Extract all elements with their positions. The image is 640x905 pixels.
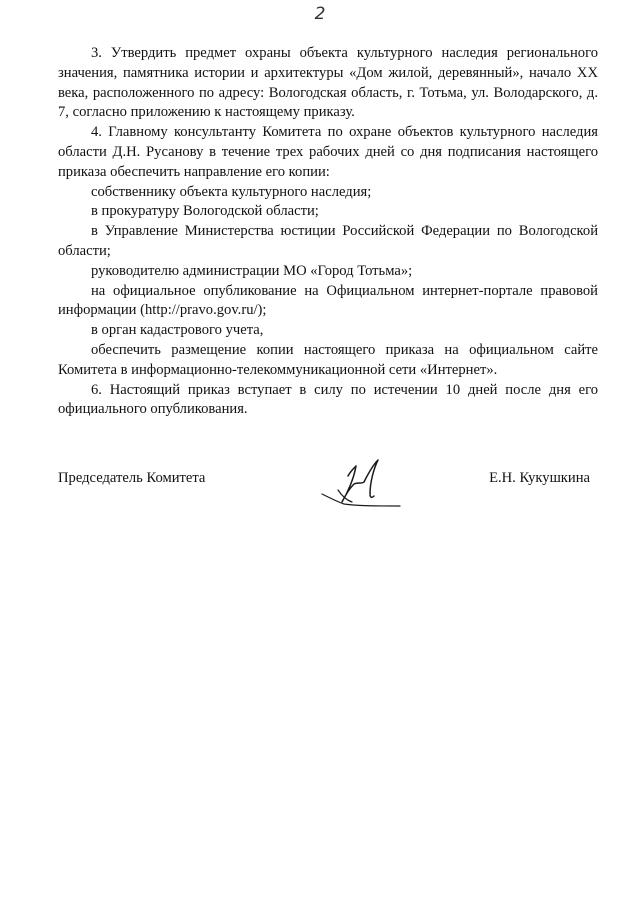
paragraph-item-4: 4. Главному консультанту Комитета по охране объектов культурного наследия области Д.Н. Русанову в течение трех рабочих дней со дня подписания настоящего приказа обеспечить направление его копии: — [58, 124, 598, 180]
website-publication: обеспечить размещение копии настоящего приказа на официальном сайте Комитета в информационно-телекоммуникационной сети «Интернет». — [58, 341, 598, 378]
signature-block — [58, 470, 598, 530]
recipient-owner: собственнику объекта культурного наследия; — [91, 183, 372, 200]
paragraph-item-6: 6. Настоящий приказ вступает в силу по истечении 10 дней после дня его официального опубликования. — [58, 381, 598, 418]
handwritten-signature — [308, 454, 408, 514]
recipient-publication: на официальное опубликование на Официальном интернет-портале правовой информации (http://pravo.gov.ru/); — [58, 282, 598, 319]
signatory-position: Председатель Комитета — [58, 470, 206, 486]
page-number: 2 — [314, 4, 326, 24]
recipient-prosecutor: в прокуратуру Вологодской области; — [91, 203, 319, 220]
recipient-cadastre: в орган кадастрового учета, — [91, 322, 264, 339]
recipient-justice-ministry: в Управление Министерства юстиции Российской Федерации по Вологодской области; — [58, 223, 598, 259]
recipient-administration: руководителю администрации МО «Город Тотьма»; — [91, 262, 413, 279]
paragraph-item-3: 3. Утвердить предмет охраны объекта культурного наследия регионального значения, памятника истории и архитектуры «Дом жилой, деревянный», начало XX века, расположенного по адресу: Вологодская область, г. Тотьма, ул. Володарского, д. 7, согласно приложению к настоящему приказу. — [58, 45, 598, 121]
signatory-name: Е.Н. Кукушкина — [489, 470, 590, 486]
document-body — [58, 44, 598, 420]
